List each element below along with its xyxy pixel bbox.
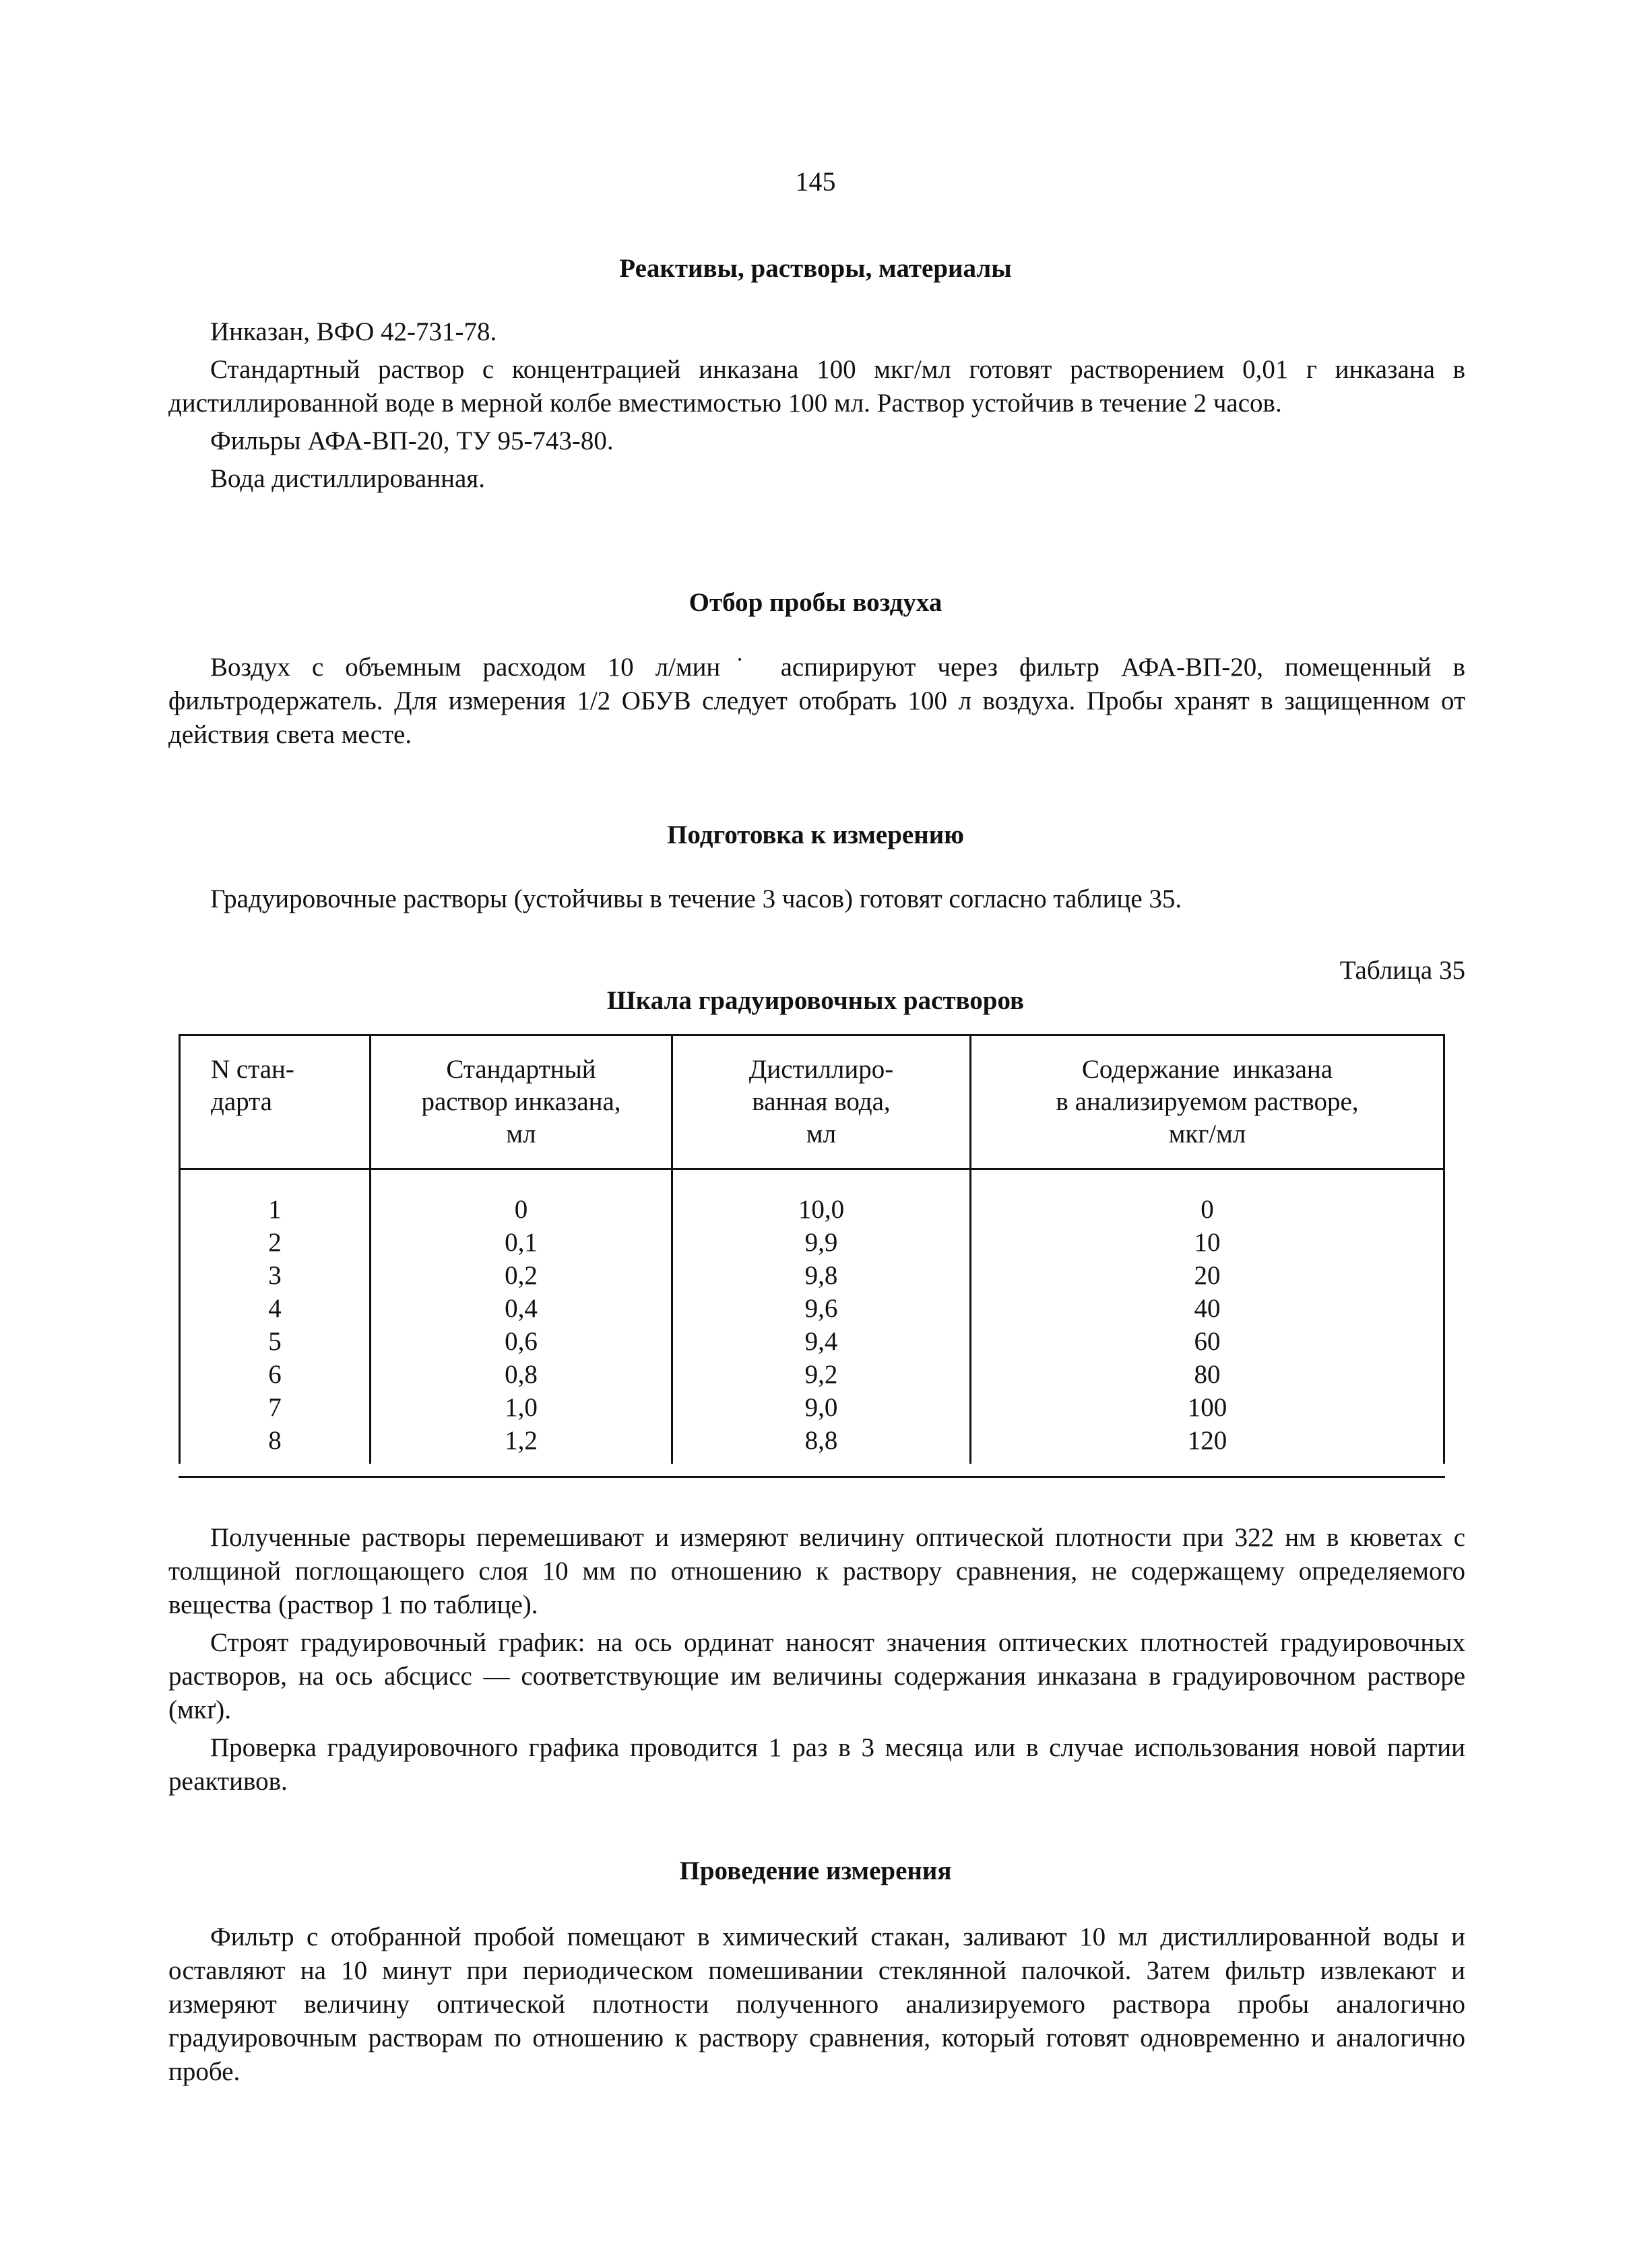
cell-standard: 0,4	[371, 1292, 672, 1325]
heading-measurement: Проведение измерения	[679, 1856, 952, 1885]
table-bottom-rule	[179, 1476, 1445, 1478]
cell-water: 8,8	[672, 1424, 971, 1464]
cell-content: 120	[971, 1424, 1444, 1464]
heading-reagents: Реактивы, растворы, материалы	[619, 254, 1012, 283]
preparation-section	[168, 882, 1465, 916]
paragraph-standard-solution: Стандартный раствор с концентрацией инказана 100 мкг/мл готовят растворением 0,01 г инказана в дистиллированной воде в мерной колбе вместимостью 100 мл. Раствор устойчив в течение 2 часов.	[168, 355, 1465, 418]
cell-water: 9,6	[672, 1292, 971, 1325]
table-row	[180, 1292, 1444, 1325]
cell-water: 9,0	[672, 1391, 971, 1424]
cell-n: 8	[180, 1424, 371, 1464]
table-row	[180, 1325, 1444, 1358]
header-standard-solution: Стандартный раствор инказана, мл	[371, 1036, 672, 1169]
paragraph-optical-density: Полученные растворы перемешивают и измеряют величину оптической плотности при 322 нм в кюветах с толщиной поглощающего слоя 10 мм по отношению к раствору сравнения, не содержащему определяемого вещества (раствор 1 по таблице).	[168, 1523, 1465, 1619]
header-incazan-content: Содержание инказана в анализируемом растворе, мкг/мл	[971, 1036, 1444, 1169]
cell-standard: 0,6	[371, 1325, 672, 1358]
paragraph-measurement: Фильтр с отобранной пробой помещают в химический стакан, заливают 10 мл дистиллированной воды и оставляют на 10 минут при периодическом помешивании стеклянной палочкой. Затем фильтр извлекают и измеряют величину оптической плотности полученного анализируемого раствора пробы аналогично градуировочным растворам по отношению к раствору сравнения, который готовят одновременно и аналогично пробе.	[168, 1922, 1465, 2086]
cell-n: 6	[180, 1358, 371, 1391]
cell-water: 10,0	[672, 1169, 971, 1227]
table-number: Таблица 35	[1339, 956, 1465, 985]
header-standard-number: N стан- дарта	[180, 1036, 371, 1169]
cell-content: 20	[971, 1259, 1444, 1292]
cell-water: 9,8	[672, 1259, 971, 1292]
table-row	[180, 1226, 1444, 1259]
page-number: 145	[795, 166, 836, 197]
paragraph-water: Вода дистиллированная.	[210, 464, 485, 493]
table-row	[180, 1358, 1444, 1391]
cell-n: 2	[180, 1226, 371, 1259]
cell-standard: 1,2	[371, 1424, 672, 1464]
paragraph-reagent-incazan: Инказан, ВФО 42-731-78.	[210, 317, 497, 346]
cell-n: 1	[180, 1169, 371, 1227]
table-header-row	[180, 1036, 1444, 1169]
table-title: Шкала градуировочных растворов	[606, 986, 1025, 1015]
heading-sampling: Отбор пробы воздуха	[689, 588, 942, 617]
cell-standard: 0,8	[371, 1358, 672, 1391]
cell-n: 7	[180, 1391, 371, 1424]
cell-content: 80	[971, 1358, 1444, 1391]
header-distilled-water: Дистиллиро- ванная вода, мл	[672, 1036, 971, 1169]
paragraph-preparation: Градуировочные растворы (устойчивы в течение 3 часов) готовят согласно таблице 35.	[210, 884, 1182, 913]
cell-content: 10	[971, 1226, 1444, 1259]
cell-water: 9,4	[672, 1325, 971, 1358]
table-row	[180, 1391, 1444, 1424]
table-row	[180, 1169, 1444, 1227]
after-table-section	[168, 1521, 1465, 1799]
cell-n: 3	[180, 1259, 371, 1292]
cell-n: 5	[180, 1325, 371, 1358]
cell-water: 9,2	[672, 1358, 971, 1391]
cell-water: 9,9	[672, 1226, 971, 1259]
reagents-section	[168, 315, 1465, 496]
table-row	[180, 1259, 1444, 1292]
paragraph-filters: Фильры АФА-ВП-20, ТУ 95-743-80.	[210, 426, 614, 455]
sampling-section	[168, 651, 1465, 752]
cell-standard: 0	[371, 1169, 672, 1227]
table-row	[180, 1424, 1444, 1464]
cell-standard: 0,1	[371, 1226, 672, 1259]
cell-content: 0	[971, 1169, 1444, 1227]
heading-preparation: Подготовка к измерению	[667, 820, 964, 849]
cell-content: 100	[971, 1391, 1444, 1424]
cell-content: 60	[971, 1325, 1444, 1358]
measurement-section	[168, 1920, 1465, 2089]
paragraph-sampling: Воздух с объемным расходом 10 л/мин˙ аспирируют через фильтр АФА-ВП-20, помещенный в фильтродержатель. Для измерения 1/2 ОБУВ следует отобрать 100 л воздуха. Пробы хранят в защищенном от действия света месте.	[168, 653, 1465, 749]
calibration-table-grid	[179, 1036, 1445, 1464]
cell-standard: 1,0	[371, 1391, 672, 1424]
cell-n: 4	[180, 1292, 371, 1325]
paragraph-calibration-graph: Строят градуировочный график: на ось ординат наносят значения оптических плотностей градуировочных растворов, на ось абсцисс — соответствующие им величины содержания инказана в градуировочном растворе (мкґ).	[168, 1628, 1465, 1724]
cell-standard: 0,2	[371, 1259, 672, 1292]
cell-content: 40	[971, 1292, 1444, 1325]
calibration-table	[179, 1034, 1445, 1478]
paragraph-graph-check: Проверка градуировочного графика проводится 1 раз в 3 месяца или в случае использования новой партии реактивов.	[168, 1733, 1465, 1796]
